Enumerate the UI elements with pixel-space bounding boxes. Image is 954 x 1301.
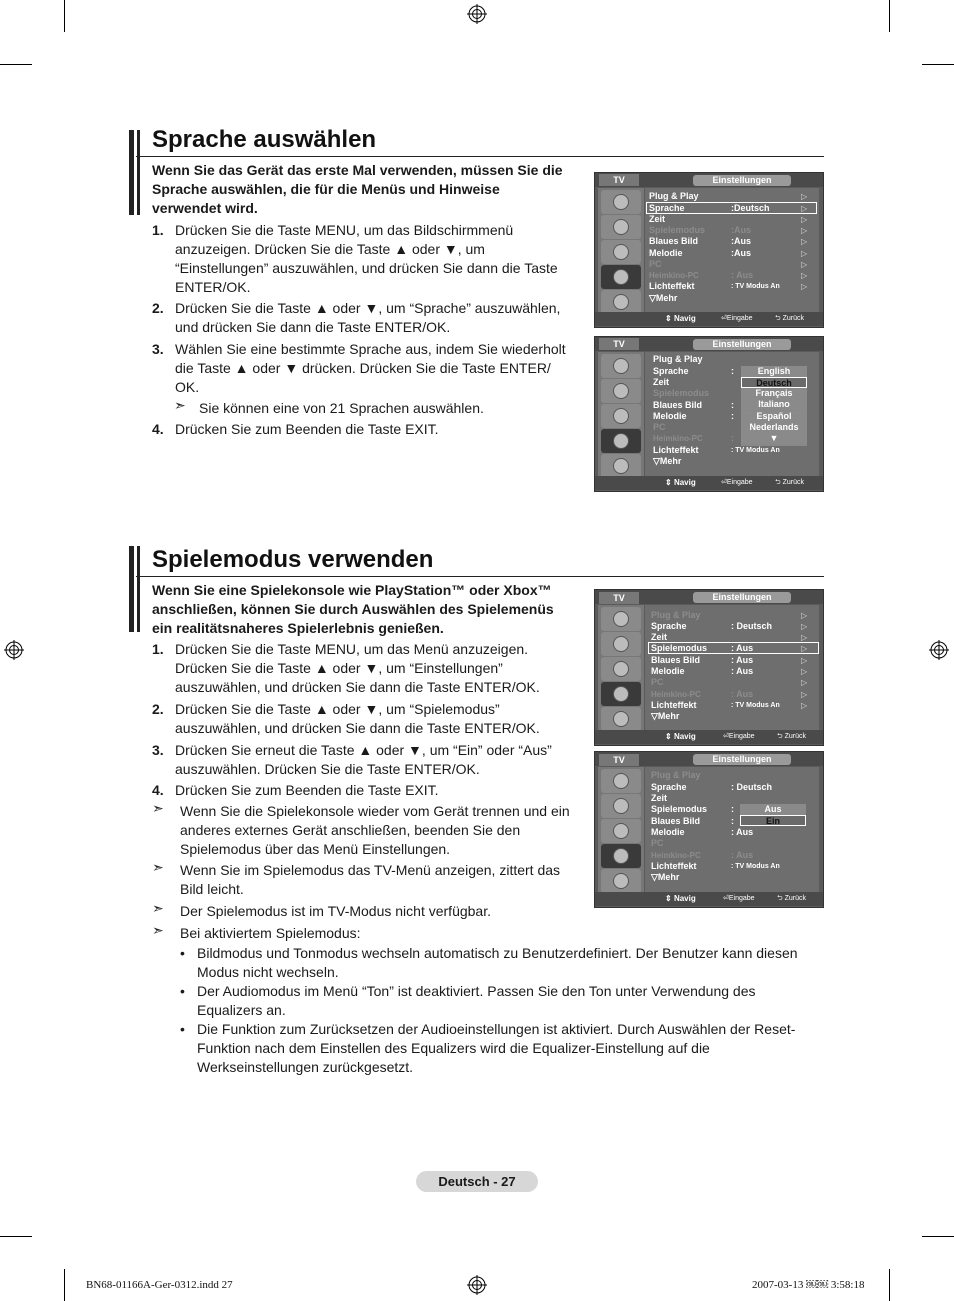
section-rule	[136, 576, 824, 577]
note-arrow-icon: ➣	[174, 397, 186, 413]
menu-heimkino-pc: Heimkino-PC	[651, 690, 701, 699]
submenu-arrow-icon: ▷	[801, 644, 808, 653]
section-marker	[137, 546, 140, 632]
step-number: 4.	[152, 782, 164, 798]
step-text: Drücken Sie zum Beenden die Taste EXIT.	[175, 782, 439, 798]
menu-pc: PC	[649, 259, 662, 269]
menu-blaues-bild: Blaues Bild	[649, 236, 699, 246]
menu-heimkino-pc: Heimkino-PC	[651, 851, 701, 860]
step-2	[152, 299, 572, 339]
osd-screen-settings	[594, 172, 824, 328]
submenu-arrow-icon: ▷	[801, 282, 808, 291]
osd-menu-title: Einstellungen	[693, 175, 791, 186]
submenu-arrow-icon: ▷	[801, 226, 808, 235]
sprache-colon: :	[731, 366, 734, 376]
menu-blaues-bild: Blaues Bild	[651, 816, 701, 826]
step-number: 1.	[152, 222, 164, 238]
sound-menu-icon	[601, 632, 641, 656]
enter-hint: ⏎Eingabe	[721, 479, 753, 486]
step-text: Drücken Sie die Taste MENU, um das Bildschirmmenü anzuzeigen. Drücken Sie die Taste ▲ oder ▼, um “Einstellungen” auszuwählen, und drücken Sie dann die Taste ENTER/OK.	[175, 222, 558, 295]
menu-melodie: Melodie	[649, 248, 683, 258]
step-1	[152, 221, 572, 301]
submenu-arrow-icon: ▷	[801, 260, 808, 269]
menu-sprache: Sprache	[653, 366, 689, 376]
osd-menu-title: Einstellungen	[693, 592, 791, 603]
menu-lichteffekt: Lichteffekt	[649, 281, 695, 291]
step-number: 4.	[152, 421, 164, 437]
input-menu-icon	[601, 869, 641, 893]
language-option[interactable]: English	[741, 366, 807, 377]
menu-spielemodus: Spielemodus	[651, 804, 708, 814]
language-option[interactable]: Nederlands	[741, 422, 807, 433]
sprache-value: :Deutsch	[731, 203, 770, 213]
submenu-arrow-icon: ▷	[801, 215, 808, 224]
sprache-value: : Deutsch	[731, 621, 773, 631]
registration-mark-icon	[929, 640, 949, 660]
menu-sprache: Sprache	[651, 621, 687, 631]
section-intro: Wenn Sie das Gerät das erste Mal verwenden, müssen Sie die Sprache auswählen, die für die Menüs und Hinweise verwendet wird.	[152, 162, 563, 216]
section-marker	[129, 546, 134, 632]
lichteffekt-value: : TV Modus An	[731, 863, 780, 870]
spielemodus-value: : Aus	[731, 643, 754, 653]
language-option[interactable]: Italiano	[741, 399, 807, 410]
melodie-colon: :	[731, 411, 734, 421]
osd-menu-title: Einstellungen	[693, 339, 791, 350]
bullet-item: • Bildmodus und Tonmodus wechseln automatisch zu Benutzerdefiniert. Der Benutzer kann diesen Modus nicht wechseln.	[180, 945, 798, 980]
submenu-arrow-icon: ▷	[801, 611, 808, 620]
menu-blaues-bild: Blaues Bild	[653, 400, 703, 410]
bullet-item: • Die Funktion zum Zurücksetzen der Audioeinstellungen ist aktiviert. Durch Auswählen der Reset-Funktion nach dem Einstellen des Equalizers wird die Equalizer-Einstellung auf die Werkseinstellungen zurückgesetzt.	[180, 1021, 796, 1075]
step-text: Drücken Sie die Taste MENU, um das Menü anzuzeigen. Drücken Sie die Taste ▲ oder ▼, um “Einstellungen” auszuwählen, und drücken Sie dann die Taste ENTER/OK.	[175, 641, 540, 695]
note-arrow-icon: ➣	[152, 922, 164, 938]
menu-melodie: Melodie	[651, 666, 685, 676]
step-number: 1.	[152, 641, 164, 657]
note-text: Der Spielemodus ist im TV-Modus nicht verfügbar.	[180, 903, 491, 919]
menu-zeit: Zeit	[653, 377, 670, 387]
osd-tv-label: TV	[599, 338, 639, 350]
blaues-colon: :	[731, 400, 734, 410]
menu-spielemodus: Spielemodus	[653, 388, 710, 398]
sound-menu-icon	[601, 379, 641, 403]
picture-menu-icon	[601, 354, 641, 378]
language-option[interactable]: Español	[741, 411, 807, 422]
osd-tv-label: TV	[599, 592, 639, 604]
step-text: Wählen Sie eine bestimmte Sprache aus, indem Sie wiederholt die Taste ▲ oder ▼ drücken. Drücken Sie die Taste ENTER/ OK.	[175, 341, 566, 395]
melodie-value: : Aus	[731, 666, 754, 676]
melodie-value: :Aus	[731, 248, 751, 258]
input-menu-icon	[601, 454, 641, 478]
lichteffekt-value: : TV Modus An	[731, 702, 780, 709]
step-number: 2.	[152, 300, 164, 316]
submenu-arrow-icon: ▷	[801, 249, 808, 258]
step-text: Drücken Sie zum Beenden die Taste EXIT.	[175, 421, 439, 437]
submenu-arrow-icon: ▷	[801, 678, 808, 687]
osd-tv-label: TV	[599, 754, 639, 766]
return-hint: ⮌ Zurück	[775, 479, 804, 486]
return-hint: ⮌ Zurück	[775, 315, 804, 322]
menu-lichteffekt: Lichteffekt	[651, 861, 697, 871]
lichteffekt-value: : TV Modus An	[731, 447, 780, 454]
menu-lichteffekt: Lichteffekt	[651, 700, 697, 710]
menu-mehr: ▽Mehr	[651, 711, 680, 721]
note-text: Wenn Sie im Spielemodus das TV-Menü anzeigen, zittert das Bild leicht.	[180, 862, 561, 897]
nav-hint: ⇕ Navig	[665, 894, 696, 903]
spielemodus-colon: :	[731, 804, 734, 814]
note-text: Wenn Sie die Spielekonsole wieder vom Gerät trennen und ein anderes externes Gerät anschließen, beenden Sie den Spielemodus über das Menü Einstellungen.	[180, 803, 570, 857]
picture-menu-icon	[601, 769, 641, 793]
menu-plug-and-play: Plug & Play	[651, 610, 701, 620]
nav-hint: ⇕ Navig	[665, 314, 696, 323]
settings-menu-icon	[601, 682, 641, 706]
osd-menu-title: Einstellungen	[693, 754, 791, 765]
sprache-value: : Deutsch	[731, 782, 773, 792]
heimkino-value: : Aus	[731, 270, 754, 280]
picture-menu-icon	[601, 607, 641, 631]
step-number: 3.	[152, 341, 164, 357]
menu-melodie: Melodie	[651, 827, 685, 837]
submenu-arrow-icon: ▷	[801, 667, 808, 676]
language-option-selected[interactable]: Deutsch	[741, 377, 807, 388]
game-mode-dropdown[interactable]	[740, 804, 806, 826]
menu-pc: PC	[651, 677, 664, 687]
sound-menu-icon	[601, 215, 641, 239]
section-title: Sprache auswählen	[152, 126, 377, 153]
note-arrow-icon: ➣	[152, 859, 164, 875]
submenu-arrow-icon: ▷	[801, 633, 808, 642]
blaues-colon: :	[731, 816, 734, 826]
menu-plug-and-play: Plug & Play	[649, 191, 699, 201]
menu-sprache: Sprache	[651, 782, 687, 792]
enter-hint: ⏎Eingabe	[723, 895, 755, 902]
submenu-arrow-icon: ▷	[801, 192, 808, 201]
step-text: Drücken Sie die Taste ▲ oder ▼, um “Spielemodus” auszuwählen, und drücken Sie dann die Taste ENTER/OK.	[175, 701, 540, 736]
submenu-arrow-icon: ▷	[801, 204, 808, 213]
step-4	[152, 420, 572, 440]
note-arrow-icon: ➣	[152, 800, 164, 816]
osd-screen-settings-game	[594, 589, 824, 746]
note-text: Sie können eine von 21 Sprachen auswählen.	[199, 400, 484, 416]
melodie-value: : Aus	[731, 827, 754, 837]
step-2	[152, 700, 572, 740]
registration-mark-icon	[467, 4, 487, 24]
game-mode-option-selected[interactable]: Ein	[740, 815, 806, 826]
channel-menu-icon	[601, 657, 641, 681]
spielemodus-value: :Aus	[731, 225, 751, 235]
file-slug: BN68-01166A-Ger-0312.indd 27	[86, 1279, 233, 1291]
menu-spielemodus: Spielemodus	[651, 643, 708, 653]
page-number: Deutsch - 27	[416, 1171, 538, 1192]
bullet-item: • Der Audiomodus im Menü “Ton” ist deaktiviert. Passen Sie den Ton unter Verwendung des Equalizers an.	[180, 983, 756, 1018]
menu-heimkino-pc: Heimkino-PC	[653, 434, 703, 443]
menu-pc: PC	[651, 838, 664, 848]
game-mode-option[interactable]: Aus	[740, 804, 806, 815]
menu-zeit: Zeit	[649, 214, 666, 224]
enter-hint: ⏎Eingabe	[723, 733, 755, 740]
section-rule	[136, 156, 824, 157]
registration-mark-icon	[467, 1275, 487, 1295]
registration-mark-icon	[4, 640, 24, 660]
menu-sprache: Sprache	[649, 203, 685, 213]
section-intro: Wenn Sie eine Spielekonsole wie PlayStation™ oder Xbox™ anschließen, können Sie durch Auswählen des Spielemenüs ein realitätsnaheres Spielerlebnis genießen.	[152, 582, 554, 636]
menu-zeit: Zeit	[651, 632, 668, 642]
submenu-arrow-icon: ▷	[801, 690, 808, 699]
step-number: 2.	[152, 701, 164, 717]
channel-menu-icon	[601, 819, 641, 843]
heimkino-colon: :	[731, 433, 734, 443]
input-menu-icon	[601, 290, 641, 314]
step-text: Drücken Sie die Taste ▲ oder ▼, um “Sprache” auszuwählen, und drücken Sie dann die Taste ENTER/OK.	[175, 300, 561, 335]
channel-menu-icon	[601, 240, 641, 264]
settings-menu-icon	[601, 844, 641, 868]
submenu-arrow-icon: ▷	[801, 271, 808, 280]
picture-menu-icon	[601, 190, 641, 214]
submenu-arrow-icon: ▷	[801, 237, 808, 246]
lichteffekt-value: : TV Modus An	[731, 283, 780, 290]
step-text: Drücken Sie erneut die Taste ▲ oder ▼, um “Ein” oder “Aus” auszuwählen. Drücken Sie die Taste ENTER/OK.	[175, 742, 552, 777]
settings-menu-icon	[601, 429, 641, 453]
step-3	[152, 340, 572, 400]
menu-mehr: ▽Mehr	[653, 456, 682, 466]
nav-hint: ⇕ Navig	[665, 478, 696, 487]
section-marker	[137, 130, 140, 215]
section-title: Spielemodus verwenden	[152, 546, 434, 573]
nav-hint: ⇕ Navig	[665, 732, 696, 741]
menu-mehr: ▽Mehr	[649, 293, 678, 303]
settings-menu-icon	[601, 265, 641, 289]
enter-hint: ⏎Eingabe	[721, 315, 753, 322]
osd-tv-label: TV	[599, 174, 639, 186]
step-1	[152, 640, 572, 700]
blaues-bild-value: :Aus	[731, 236, 751, 246]
return-hint: ⮌ Zurück	[777, 733, 806, 740]
osd-screen-language-list	[594, 336, 824, 492]
return-hint: ⮌ Zurück	[777, 895, 806, 902]
language-dropdown[interactable]	[741, 366, 807, 446]
step-3	[152, 741, 572, 781]
menu-spielemodus: Spielemodus	[649, 225, 706, 235]
heimkino-value: : Aus	[731, 850, 754, 860]
submenu-arrow-icon: ▷	[801, 622, 808, 631]
language-option[interactable]: Français	[741, 388, 807, 399]
menu-heimkino-pc: Heimkino-PC	[649, 271, 699, 280]
menu-plug-and-play: Plug & Play	[651, 770, 701, 780]
osd-screen-game-options	[594, 751, 824, 908]
input-menu-icon	[601, 707, 641, 731]
menu-pc: PC	[653, 422, 666, 432]
date-slug: 2007-03-13 ￼￼ 3:58:18	[752, 1279, 865, 1291]
submenu-arrow-icon: ▷	[801, 656, 808, 665]
menu-lichteffekt: Lichteffekt	[653, 445, 699, 455]
note-text: Bei aktiviertem Spielemodus:	[180, 925, 361, 941]
menu-zeit: Zeit	[651, 793, 668, 803]
menu-mehr: ▽Mehr	[651, 872, 680, 882]
channel-menu-icon	[601, 404, 641, 428]
step-number: 3.	[152, 742, 164, 758]
section-marker	[129, 130, 134, 215]
heimkino-value: : Aus	[731, 689, 754, 699]
menu-plug-and-play: Plug & Play	[653, 354, 703, 364]
submenu-arrow-icon: ▷	[801, 701, 808, 710]
menu-melodie: Melodie	[653, 411, 687, 421]
step-4	[152, 781, 572, 801]
note-arrow-icon: ➣	[152, 900, 164, 916]
scroll-down-icon[interactable]: ▼	[741, 433, 807, 444]
blaues-bild-value: : Aus	[731, 655, 754, 665]
menu-blaues-bild: Blaues Bild	[651, 655, 701, 665]
sound-menu-icon	[601, 794, 641, 818]
